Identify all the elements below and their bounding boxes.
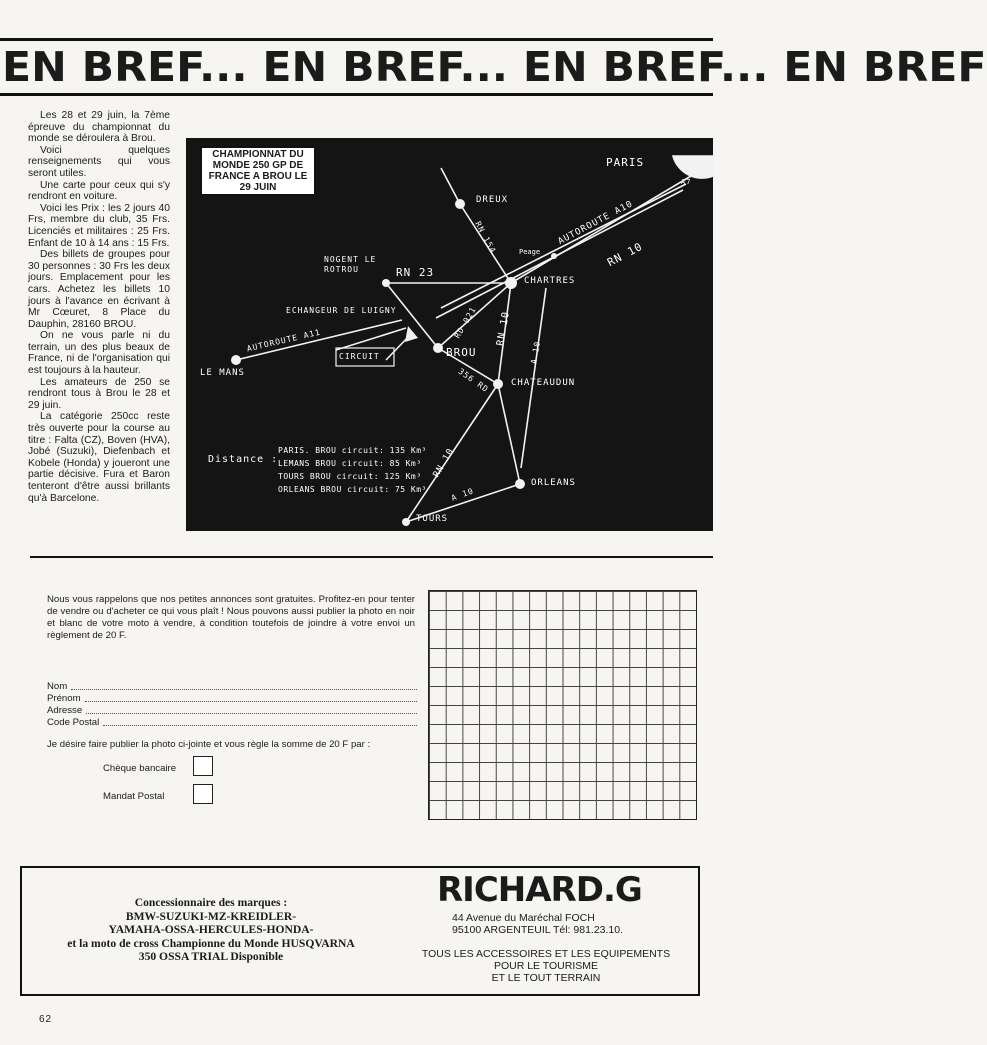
label-dreux: DREUX xyxy=(476,195,509,205)
distance-line: ORLEANS BROU circuit: 75 Km³ xyxy=(278,485,427,494)
label-autoroute-a10: AUTOROUTE A10 xyxy=(556,198,635,248)
classifieds-form xyxy=(47,681,417,729)
field-label: Code Postal xyxy=(47,717,100,728)
distance-line: PARIS. BROU circuit: 135 Km³ xyxy=(278,446,427,455)
dealer-tagline: TOUS LES ACCESSOIRES ET LES EQUIPEMENTS POUR LE TOURISME ET LE TOUT TERRAIN xyxy=(421,948,671,984)
map-title: CHAMPIONNAT DU MONDE 250 GP DE FRANCE A BROU LE 29 JUIN xyxy=(200,146,316,196)
label-peage: Peage xyxy=(519,248,541,256)
map-roads xyxy=(186,138,713,531)
mandat-label: Mandat Postal xyxy=(103,791,165,802)
ad-text-grid[interactable] xyxy=(428,590,697,820)
mandat-checkbox[interactable] xyxy=(193,784,213,804)
dealer-name: RICHARD.G xyxy=(437,870,642,910)
intro-paragraph: On ne vous parle ni du terrain, un des plus beaux de France, ni de l'organisation qui est toujours à la hauteur. xyxy=(28,330,170,377)
classifieds-notice: Nous vous rappelons que nos petites annonces sont gratuites. Profitez-en pour tenter de vendre ou d'acheter ce qui vous plaît ! Nous pouvons aussi publier la photo en noir et blanc de votre moto à vendre, à condition toutefois de joindre à votre envoi un règlement de 20 F. xyxy=(47,594,415,641)
label-circuit: CIRCUIT xyxy=(339,352,380,361)
distance-line: TOURS BROU circuit: 125 Km³ xyxy=(278,472,422,481)
distance-label: Distance : xyxy=(208,454,279,465)
postal-code-field[interactable] xyxy=(47,717,417,729)
route-map xyxy=(186,138,713,531)
intro-paragraph: Les 28 et 29 juin, la 7ème épreuve du championnat du monde se déroulera à Brou. xyxy=(28,110,170,145)
banner-text: EN BREF... EN BREF... EN BREF... EN BREF xyxy=(2,43,987,91)
label-a10-low: A 10 xyxy=(450,486,476,503)
field-label: Nom xyxy=(47,681,68,692)
dealer-brands: Concessionnaire des marques : BMW-SUZUKI-MZ-KREIDLER- YAMAHA-OSSA-HERCULES-HONDA- et la moto de cross Championne du Monde HUSQVARNA 350 OSSA TRIAL Disponible xyxy=(67,896,355,963)
intro-paragraph: Voici quelques renseignements qui vous seront utiles. xyxy=(28,144,170,179)
label-le-mans: LE MANS xyxy=(200,368,245,378)
payment-instruction: Je désire faire publier la photo ci-jointe et vous règle la somme de 20 F par : xyxy=(47,739,371,750)
field-label: Prénom xyxy=(47,693,81,704)
label-chateaudun: CHATEAUDUN xyxy=(511,378,576,388)
firstname-field[interactable] xyxy=(47,693,417,705)
cheque-checkbox[interactable] xyxy=(193,756,213,776)
label-rn10-low: RN 10 xyxy=(431,446,457,480)
label-rn10-mid: RN 10 xyxy=(495,310,513,347)
label-rn23: RN 23 xyxy=(396,266,435,279)
label-chartres: CHARTRES xyxy=(524,276,576,286)
intro-paragraph: Voici les Prix : les 2 jours 40 Frs, membre du club, 35 Frs. Licenciés et militaires : 25 Frs. Enfant de 10 à 14 ans : 15 Frs. xyxy=(28,202,170,249)
label-tours: TOURS xyxy=(416,514,449,524)
cheque-label: Chèque bancaire xyxy=(103,763,177,774)
section-divider xyxy=(30,556,713,558)
label-echangeur: ECHANGEUR DE LUIGNY xyxy=(286,306,397,315)
label-a10-mid: A 10 xyxy=(529,340,543,365)
label-rd356: 356 RD xyxy=(456,366,491,395)
intro-paragraph: Une carte pour ceux qui s'y rendront en voiture. xyxy=(28,179,170,203)
label-rd921: RD 921 xyxy=(452,305,479,340)
label-nogent: NOGENT LE ROTROU xyxy=(324,255,377,274)
field-label: Adresse xyxy=(47,705,83,716)
name-field[interactable] xyxy=(47,681,417,693)
label-rn10-top: RN 10 xyxy=(605,239,645,270)
label-autoroute-a11: AUTOROUTE A11 xyxy=(245,327,322,354)
address-field[interactable] xyxy=(47,705,417,717)
label-paris: PARIS xyxy=(606,156,645,169)
label-rn154: RN 154 xyxy=(473,219,498,256)
label-orleans: ORLEANS xyxy=(531,478,576,488)
distance-line: LEMANS BROU circuit: 85 Km³ xyxy=(278,459,422,468)
page-number: 62 xyxy=(39,1014,53,1025)
intro-paragraph: La catégorie 250cc reste très ouverte pour la course au titre : Falta (CZ), Boven (HVA), Jobé (Suzuki), Diefenbach et Kobele (Honda) y joueront une partie décisive. Fura et Baron tenteront d'être aussi brillants qu'à Barcelone. xyxy=(28,411,170,504)
label-a7: A7 xyxy=(681,178,692,186)
dealer-address: 44 Avenue du Maréchal FOCH 95100 ARGENTEUIL Tél: 981.23.10. xyxy=(452,912,624,936)
intro-paragraph: Les amateurs de 250 se rendront tous à Brou le 28 et 29 juin. xyxy=(28,376,170,411)
section-banner xyxy=(0,38,987,96)
dealer-advert xyxy=(20,866,700,996)
label-brou: BROU xyxy=(446,346,477,359)
intro-paragraph: Des billets de groupes pour 30 personnes : 30 Frs les deux jours. Emplacement pour les cars. Achetez les billets 10 jours à l'avance en écrivant à Mr Cœuret, 8 Place du Dauphin, 28160 BROU. xyxy=(28,249,170,330)
intro-article xyxy=(28,110,170,504)
